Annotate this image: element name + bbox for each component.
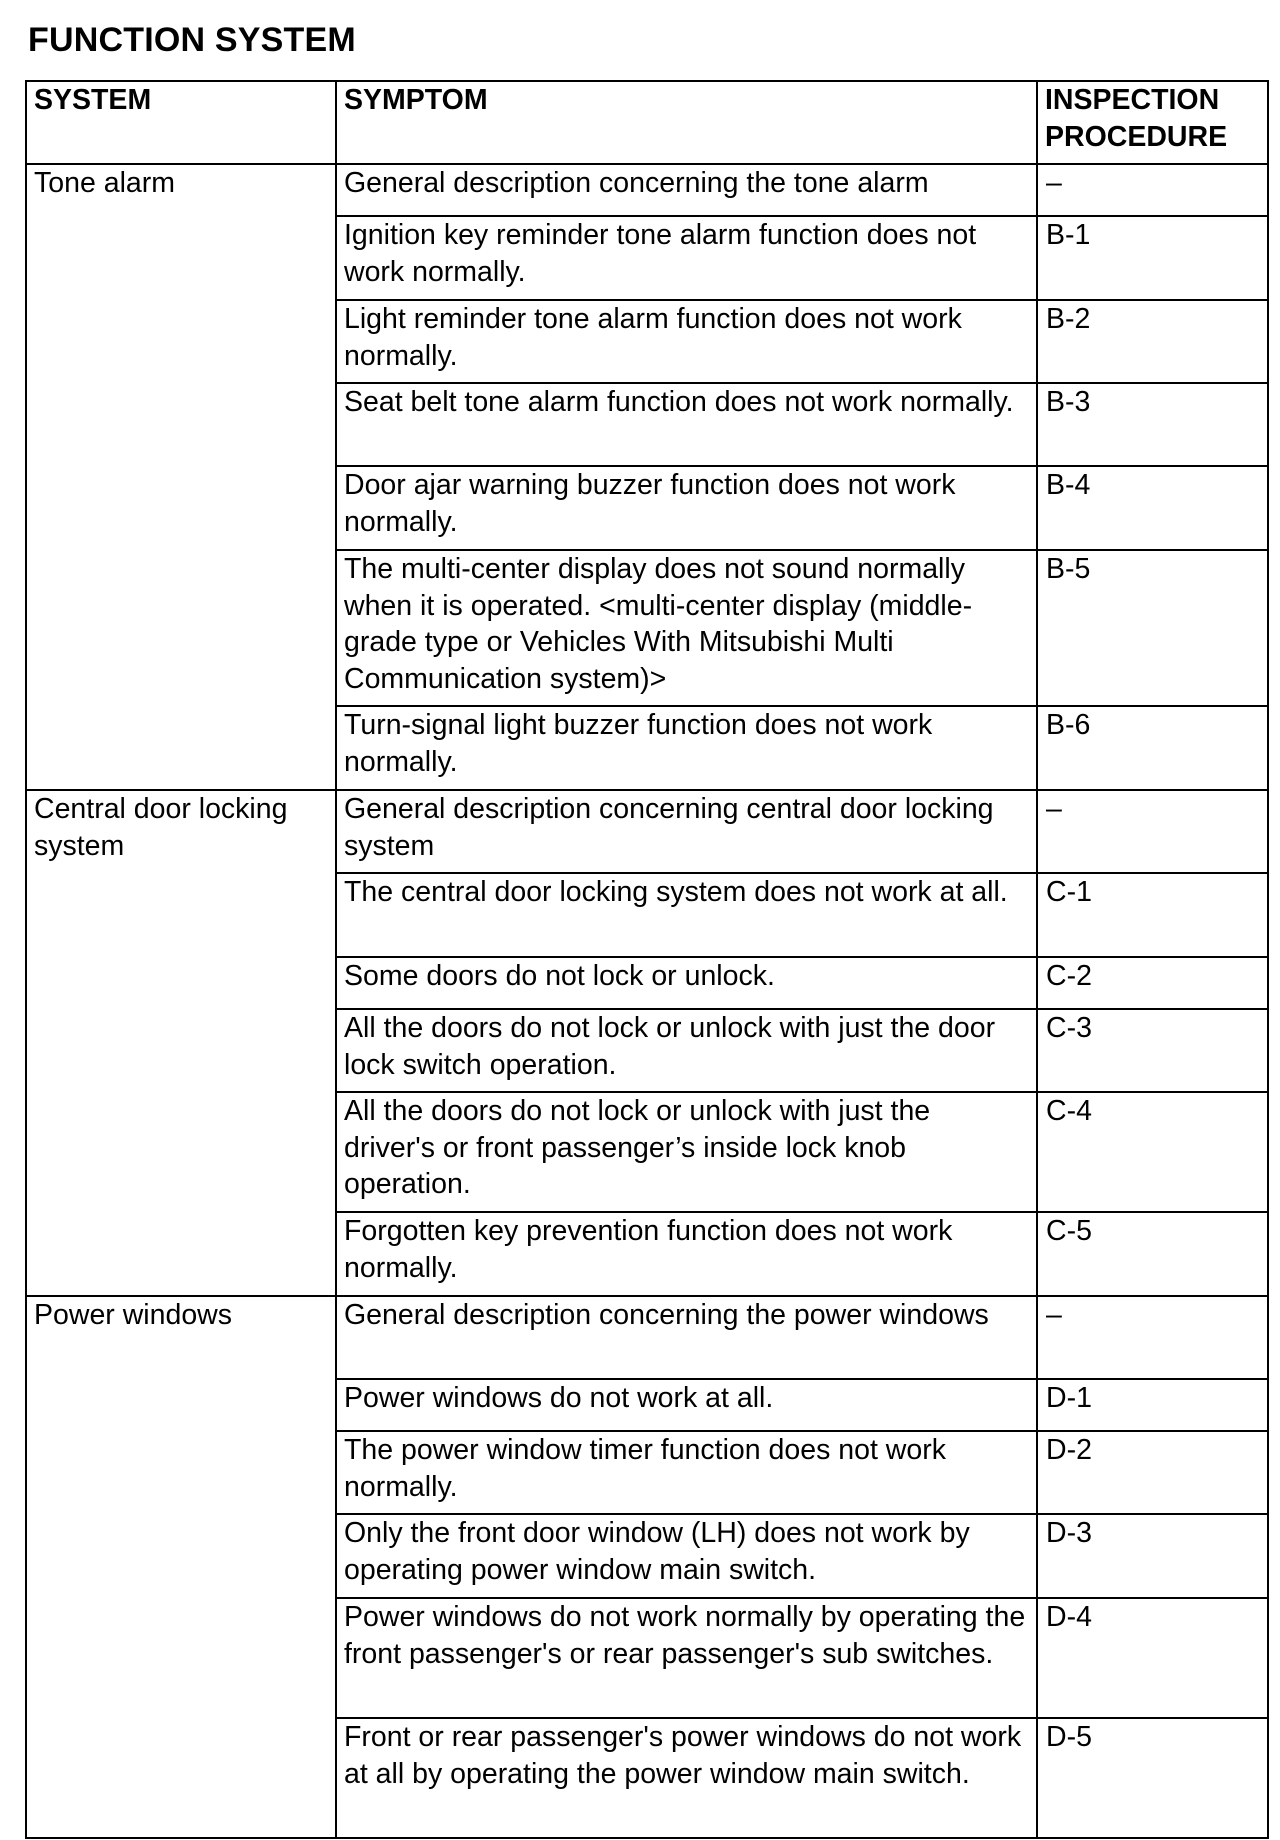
symptom-cell: The central door locking system does not work at all. [336,873,1037,957]
inspection-procedure-cell: – [1037,1296,1268,1379]
symptom-cell: All the doors do not lock or unlock with just the door lock switch operation. [336,1009,1037,1092]
symptom-cell: The multi-center display does not sound normally when it is operated. <multi-center display (middle-grade type or Vehicles With Mitsubishi Multi Communication system)> [336,550,1037,706]
symptom-cell: General description concerning the tone alarm [336,164,1037,216]
inspection-procedure-cell: D-3 [1037,1514,1268,1598]
symptom-cell: General description concerning the power windows [336,1296,1037,1379]
symptom-cell: Ignition key reminder tone alarm function does not work normally. [336,216,1037,300]
table-row [26,790,1268,873]
inspection-procedure-cell: C-2 [1037,957,1268,1009]
table-header-row [26,81,1268,164]
function-system-table [25,80,1269,1839]
table-body [26,164,1268,1838]
symptom-cell: Some doors do not lock or unlock. [336,957,1037,1009]
inspection-procedure-cell: C-5 [1037,1212,1268,1296]
inspection-procedure-cell: B-3 [1037,383,1268,466]
system-cell: Tone alarm [26,164,336,790]
table-row [26,1296,1268,1379]
table-row [26,164,1268,216]
header-system: SYSTEM [26,81,336,164]
symptom-cell: Light reminder tone alarm function does not work normally. [336,300,1037,383]
inspection-procedure-cell: B-2 [1037,300,1268,383]
page-title: FUNCTION SYSTEM [28,21,356,59]
header-symptom: SYMPTOM [336,81,1037,164]
symptom-cell: Front or rear passenger's power windows do not work at all by operating the power window main switch. [336,1718,1037,1838]
inspection-procedure-cell: C-4 [1037,1092,1268,1212]
inspection-procedure-cell: – [1037,790,1268,873]
inspection-procedure-cell: B-4 [1037,466,1268,550]
inspection-procedure-cell: – [1037,164,1268,216]
symptom-cell: Forgotten key prevention function does not work normally. [336,1212,1037,1296]
inspection-procedure-cell: D-4 [1037,1598,1268,1718]
inspection-procedure-cell: D-1 [1037,1379,1268,1431]
symptom-cell: Turn-signal light buzzer function does not work normally. [336,706,1037,790]
header-inspection-procedure: INSPECTION PROCEDURE [1037,81,1268,164]
symptom-cell: Seat belt tone alarm function does not work normally. [336,383,1037,466]
inspection-procedure-cell: B-5 [1037,550,1268,706]
inspection-procedure-cell: B-1 [1037,216,1268,300]
symptom-cell: Only the front door window (LH) does not work by operating power window main switch. [336,1514,1037,1598]
symptom-cell: The power window timer function does not work normally. [336,1431,1037,1514]
inspection-procedure-cell: D-2 [1037,1431,1268,1514]
symptom-cell: General description concerning central door locking system [336,790,1037,873]
symptom-cell: All the doors do not lock or unlock with just the driver's or front passenger’s inside lock knob operation. [336,1092,1037,1212]
inspection-procedure-cell: B-6 [1037,706,1268,790]
system-cell: Power windows [26,1296,336,1838]
symptom-cell: Door ajar warning buzzer function does not work normally. [336,466,1037,550]
symptom-cell: Power windows do not work at all. [336,1379,1037,1431]
symptom-cell: Power windows do not work normally by operating the front passenger's or rear passenger's sub switches. [336,1598,1037,1718]
inspection-procedure-cell: D-5 [1037,1718,1268,1838]
inspection-procedure-cell: C-3 [1037,1009,1268,1092]
inspection-procedure-cell: C-1 [1037,873,1268,957]
system-cell: Central door locking system [26,790,336,1296]
